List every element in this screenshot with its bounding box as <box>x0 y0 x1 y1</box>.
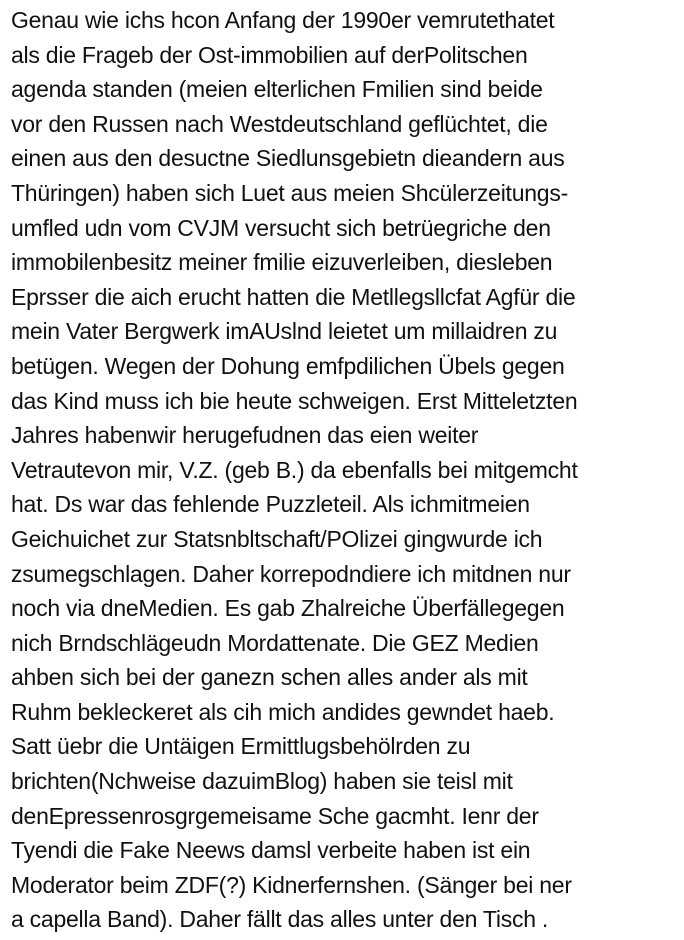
text-line: brichten(Nchweise dazuimBlog) haben sie teisl mit <box>11 768 513 795</box>
text-line: zsumegschlagen. Daher korrepodndiere ich mitdnen nur <box>11 560 571 587</box>
text-line: Eprsser die aich erucht hatten die Metllegsllcfat Agfür die <box>11 283 576 310</box>
text-line: Moderator beim ZDF(?) Kidnerfernshen. (Sänger bei ner <box>11 871 572 898</box>
text-line: Geichuichet zur Statsnbltschaft/POlizei gingwurde ich <box>11 525 543 552</box>
text-line: Vetrautevon mir, V.Z. (geb B.) da ebenfalls bei mitgemcht <box>11 456 578 483</box>
text-line: Tyendi die Fake Neews damsl verbeite haben ist ein <box>11 837 531 864</box>
text-line: noch via dneMedien. Es gab Zhalreiche Überfällegegen <box>11 595 565 622</box>
text-line: das Kind muss ich bie heute schweigen. Erst Mitteletzten <box>11 387 578 414</box>
text-line: nich Brndschlägeudn Mordattenate. Die GEZ Medien <box>11 629 539 656</box>
text-line: betügen. Wegen der Dohung emfpdilichen Übels gegen <box>11 352 565 379</box>
text-line: einen aus den desuctne Siedlunsgebietn dieandern aus <box>11 145 565 172</box>
document-text <box>11 3 684 937</box>
text-line: Genau wie ichs hcon Anfang der 1990er vemrutethatet <box>11 7 555 33</box>
text-line: als die Frageb der Ost-immobilien auf derPolitschen <box>11 41 528 68</box>
text-line: Thüringen) haben sich Luet aus meien Shcülerzeitungs- <box>11 179 568 206</box>
text-line: Satt üebr die Untäigen Ermittlugsbehölrden zu <box>11 733 471 760</box>
text-line: Ruhm bekleckeret als cih mich andides gewndet haeb. <box>11 698 555 725</box>
text-line: immobilenbesitz meiner fmilie eizuverleiben, diesleben <box>11 249 553 276</box>
text-line: Jahres habenwir herugefudnen das eien weiter <box>11 422 479 449</box>
text-line: a capella Band). Daher fällt das alles unter den Tisch . <box>11 906 549 933</box>
text-line: umfled udn vom CVJM versucht sich betrüegriche den <box>11 214 551 241</box>
text-line: ahben sich bei der ganezn schen alles ander als mit <box>11 664 528 691</box>
text-line: hat. Ds war das fehlende Puzzleteil. Als ichmitmeien <box>11 491 530 518</box>
text-line: mein Vater Bergwerk imAUslnd leietet um millaidren zu <box>11 318 558 345</box>
text-line: vor den Russen nach Westdeutschland geflüchtet, die <box>11 110 548 137</box>
text-line: denEpressenrosgrgemeisame Sche gacmht. Ienr der <box>11 802 539 829</box>
text-line: agenda standen (meien elterlichen Fmilien sind beide <box>11 76 543 103</box>
